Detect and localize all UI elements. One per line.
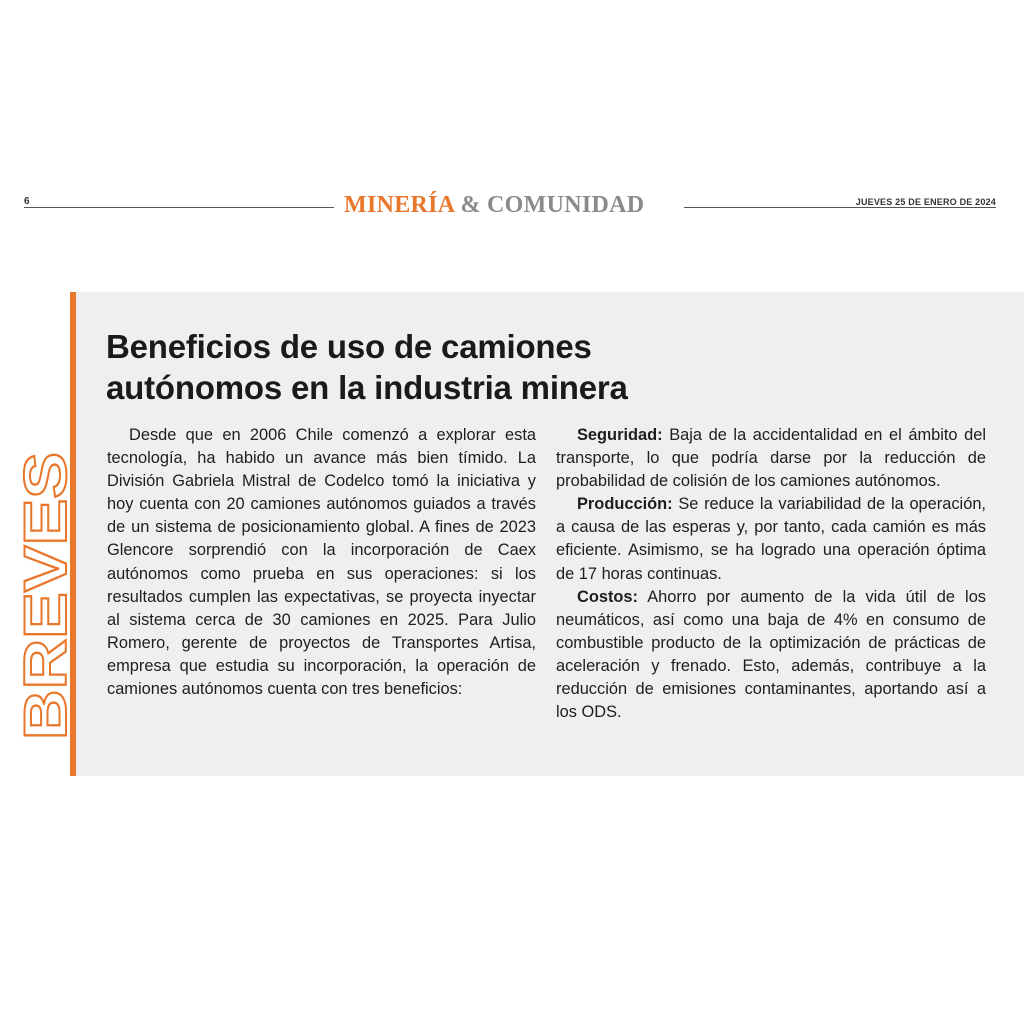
benefit-item: [556, 424, 986, 493]
header-rule-left: [24, 207, 334, 208]
breves-label: [12, 448, 79, 744]
benefit-item: [556, 493, 986, 585]
section-title: [344, 192, 644, 219]
benefit-text: Baja de la accidentalidad en el ámbito del transporte, lo que podría darse por la reducción de probabilidad de colisión de los camiones autónomos.: [556, 426, 986, 491]
benefit-text: Ahorro por aumento de la vida útil de los neumáticos, así como una baja de 4% en consumo de combustible producto de la optimización de prácticas de aceleración y frenado. Esto, además, contribuye a la reducción de emisiones contaminantes, aportando así a los ODS.: [556, 587, 987, 722]
issue-date: JUEVES 25 DE ENERO DE 2024: [855, 197, 996, 207]
article-column-left: [107, 424, 536, 701]
headline-line-1: Beneficios de uso de camiones: [106, 328, 592, 365]
headline-line-2: autónomos en la industria minera: [106, 369, 628, 406]
article-headline: [106, 326, 806, 408]
benefit-label: Costos:: [577, 587, 639, 606]
benefit-text: Se reduce la variabilidad de la operación, a causa de las esperas y, por tanto, cada camión es más eficiente. Asimismo, se ha logrado una operación óptima de 17 horas continuas.: [556, 495, 986, 583]
page-header: [0, 188, 1024, 224]
benefit-label: Seguridad:: [577, 426, 663, 444]
article-intro: Desde que en 2006 Chile comenzó a explorar esta tecnología, ha habido un avance más bien tímido. La División Gabriela Mistral de Codelco tomó la iniciativa y hoy cuenta con 20 camiones autónomos guiados a través de un sistema de posicionamiento global. A fines de 2023 Glencore sorprendió con la incorporación de Caex autónomos como prueba en sus operaciones: si los resultados cumplen las expectativas, se proyecta inyectar al sistema cerca de 30 camiones en 2025. Para Julio Romero, gerente de proyectos de Transportes Artisa, empresa que estudia su incorporación, la operación de camiones autónomos cuenta con tres beneficios:: [107, 426, 536, 699]
benefit-label: Producción:: [577, 495, 673, 514]
section-title-part2: & COMUNIDAD: [460, 192, 645, 218]
benefit-item: [556, 586, 986, 725]
article-column-right: [556, 424, 986, 724]
section-title-part1: MINERÍA: [344, 192, 455, 218]
breves-label-text: BREVES: [12, 493, 79, 740]
header-rule-right: [684, 207, 996, 208]
page-number: 6: [24, 196, 30, 207]
